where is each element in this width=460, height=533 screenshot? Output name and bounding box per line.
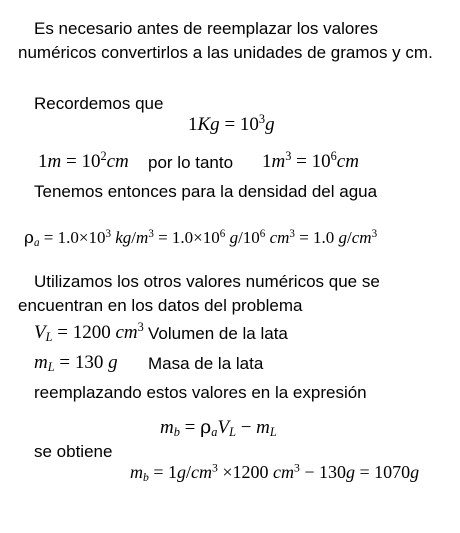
densidad-text: Tenemos entonces para la densidad del agua	[34, 182, 378, 201]
equation-m3: $1m^3 = 10^6cm$	[262, 149, 359, 172]
reemplazando-text: reemplazando estos valores en la expresión	[34, 383, 367, 402]
equation-mass: $m_L = 130$ g	[34, 352, 118, 375]
equation-result: $m_b = 1g/cm^3 \times 1200$ $cm^3 - 130g = 1070g$	[130, 461, 420, 484]
equation-volume: $V_L = 1200$ $cm^3$	[34, 320, 144, 345]
equation-kg: $1Kg = 10^3g$	[188, 112, 275, 135]
datos-paragraph: Utilizamos los otros valores numéricos que se encuentran en los datos del problema	[18, 272, 380, 315]
equation-mb: $m_b = \rho_aV_L - m_L$	[160, 416, 277, 440]
se-obtiene-text: se obtiene	[34, 442, 113, 461]
por-lo-tanto-text: por lo tanto	[148, 153, 234, 172]
volume-description: Volumen de la lata	[148, 324, 288, 343]
equation-density: $\rho_a = 1.0\times 10^3$ $kg/m^3 = 1.0\times 10^6$ $g/10^6$ $cm^3 = 1.0$ $g/cm^3$	[24, 227, 378, 249]
equation-m: $1m = 10^2cm$	[38, 149, 129, 172]
mass-description: Masa de la lata	[148, 354, 264, 373]
recordemos-text: Recordemos que	[34, 94, 164, 113]
intro-paragraph: Es necesario antes de reemplazar los valores numéricos convertirlos a las unidades de gramos y cm.	[18, 19, 433, 62]
